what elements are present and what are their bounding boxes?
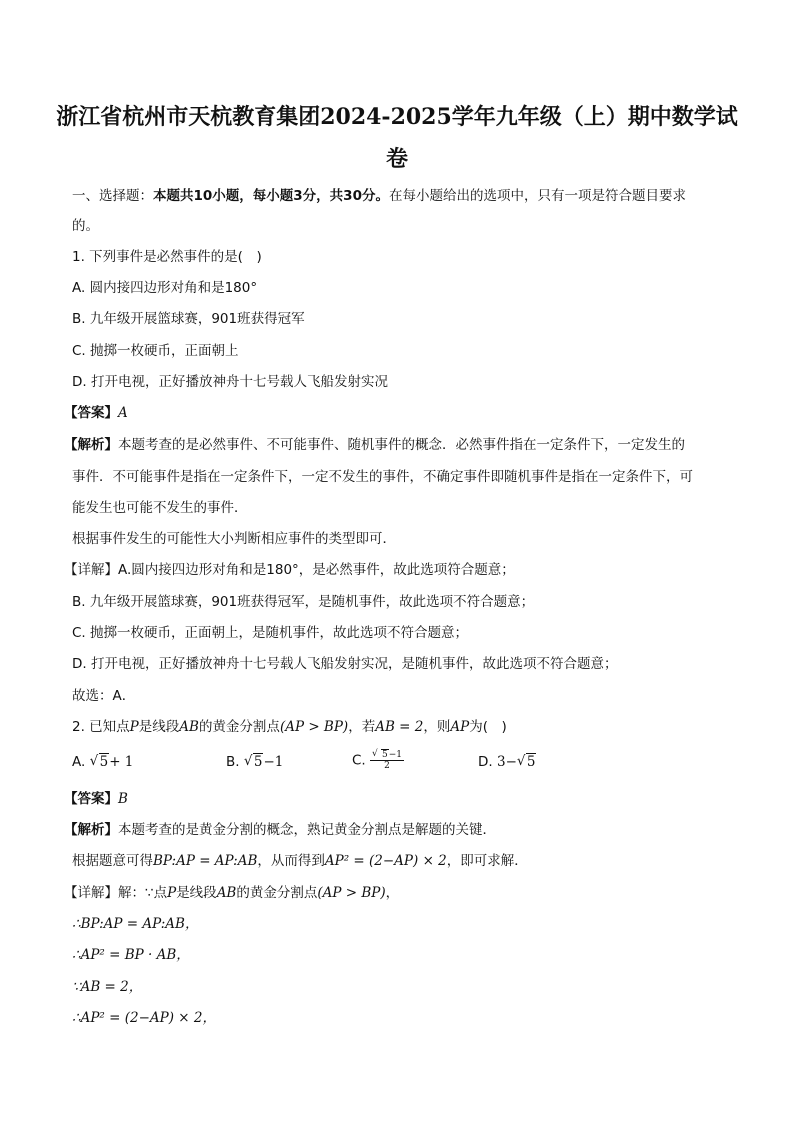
q2-detail-label: 【详解】 <box>64 885 118 901</box>
q2-option-c-label: C. <box>352 752 366 769</box>
q2-stem-equation: AB = 2 <box>375 719 424 735</box>
q2-analysis-text: 根据题意可得 <box>72 853 153 869</box>
q2-step-1: ∴BP:AP = AP:AB， <box>72 916 199 932</box>
document-title-line-2: 卷 <box>385 146 408 172</box>
q2-stem-text: 是线段 <box>138 719 180 735</box>
q1-detail-c: C. 抛掷一枚硬币，正面朝上，是随机事件，故此选项不符合题意； <box>72 625 469 641</box>
q2-detail-var: AB <box>216 885 237 901</box>
q2-analysis-formula: BP:AP = AP:AB <box>153 853 258 869</box>
q2-detail-text: 是线段 <box>176 885 217 901</box>
q1-option-d: D. 打开电视，正好播放神舟十七号载人飞船发射实况 <box>72 374 388 390</box>
q1-detail-label: 【详解】 <box>64 562 118 578</box>
q1-analysis-line-2: 事件．不可能事件是指在一定条件下，一定不发生的事件，不确定事件即随机事件是指在一定条件下，可 <box>72 469 693 485</box>
section-instructions-bold: 本题共10小题，每小题3分，共30分。 <box>153 188 389 204</box>
q2-option-b-radicand: 5 <box>253 754 263 770</box>
q2-analysis-line-1 <box>64 820 496 840</box>
q2-detail-text: ， <box>385 885 400 901</box>
q2-stem-text: ，则 <box>423 719 451 735</box>
fraction-denominator: 2 <box>384 761 390 771</box>
q2-step-2: ∴AP² = BP · AB， <box>72 947 190 963</box>
q1-conclusion: 故选：A． <box>72 688 136 704</box>
q2-analysis-text: ，即可求解． <box>446 853 528 869</box>
section-instructions: 在每小题给出的选项中，只有一项是符合题目要求 <box>388 188 686 204</box>
q1-option-c: C. 抛掷一枚硬币，正面朝上 <box>72 343 239 359</box>
q2-detail-text: 解：∵点 <box>118 885 168 901</box>
q2-option-d-label: D. <box>478 754 493 770</box>
q2-detail-text: 的黄金分割点 <box>236 885 318 901</box>
q2-option-d-prefix: 3− <box>496 754 517 770</box>
q2-detail-var: P <box>167 885 177 901</box>
q1-analysis-line-4: 根据事件发生的可能性大小判断相应事件的类型即可． <box>72 531 396 547</box>
sqrt-symbol <box>372 750 389 760</box>
q2-option-b-rest: −1 <box>263 754 284 770</box>
q2-option-a <box>72 752 133 772</box>
q2-analysis-label: 【解析】 <box>64 822 118 838</box>
document-title-line-1: 浙江省杭州市天杭教育集团2024-2025学年九年级（上）期中数学试 <box>56 104 738 130</box>
q2-answer-value: B <box>118 791 128 807</box>
q2-option-b <box>226 752 283 772</box>
q2-analysis-line-2 <box>72 851 528 871</box>
q2-detail-line-1 <box>64 883 399 903</box>
q1-detail-d: D. 打开电视，正好播放神舟十七号载人飞船发射实况，是随机事件，故此选项不符合题意； <box>72 656 618 672</box>
fraction-numerator <box>370 750 404 761</box>
q1-analysis-text-1: 本题考查的是必然事件、不可能事件、随机事件的概念．必然事件指在一定条件下，一定发生的 <box>118 437 685 453</box>
q2-stem-var-ab: AB <box>179 719 199 735</box>
q1-option-b: B. 九年级开展篮球赛，901班获得冠军 <box>72 311 305 327</box>
q2-option-c-num-rest: −1 <box>388 750 403 760</box>
q1-option-a: A. 圆内接四边形对角和是180° <box>72 280 258 296</box>
q2-analysis-text-1: 本题考查的是黄金分割的概念，熟记黄金分割点是解题的关键． <box>118 822 496 838</box>
q1-stem: 1. 下列事件是必然事件的是( ) <box>72 249 262 265</box>
q2-option-a-rest: + 1 <box>109 754 134 770</box>
q2-analysis-text: ，从而得到 <box>257 853 325 869</box>
q2-stem-text: 为( ) <box>469 719 507 735</box>
q1-answer <box>64 403 128 423</box>
q2-option-d-radicand: 5 <box>526 754 536 770</box>
section-heading <box>72 186 686 206</box>
sqrt-symbol <box>517 752 537 772</box>
q2-answer-label: 【答案】 <box>64 791 118 807</box>
q1-answer-label: 【答案】 <box>64 405 118 421</box>
q2-option-a-label: A. <box>72 754 86 770</box>
q1-analysis-line-3: 能发生也可能不发生的事件． <box>72 500 248 516</box>
q1-detail-b: B. 九年级开展篮球赛，901班获得冠军，是随机事件，故此选项不符合题意； <box>72 594 535 610</box>
q2-option-c <box>352 750 404 771</box>
q1-analysis-line-1 <box>64 435 685 455</box>
q1-detail-a <box>64 560 515 580</box>
q2-option-b-label: B. <box>226 754 240 770</box>
q2-stem-text: 2. 已知点 <box>72 719 130 735</box>
q2-step-3: ∵AB = 2， <box>72 979 143 995</box>
q2-option-c-radicand: 5 <box>382 750 388 760</box>
section-number: 一、选择题： <box>72 188 153 204</box>
q1-analysis-label: 【解析】 <box>64 437 118 453</box>
q2-stem-text: 的黄金分割点 <box>198 719 280 735</box>
q2-answer <box>64 789 128 809</box>
q2-option-a-radicand: 5 <box>99 754 109 770</box>
sqrt-symbol <box>90 752 110 772</box>
q1-answer-value: A <box>118 405 128 421</box>
q2-stem-var-p: P <box>129 719 139 735</box>
q2-analysis-formula: AP² = (2−AP) × 2 <box>324 853 447 869</box>
section-heading-cont: 的。 <box>72 218 99 234</box>
q2-stem-var-ap: AP <box>450 719 470 735</box>
q2-detail-condition: (AP > BP) <box>317 885 386 901</box>
q1-detail-a-text: A.圆内接四边形对角和是180°，是必然事件，故此选项符合题意； <box>118 562 515 578</box>
q2-step-4: ∴AP² = (2−AP) × 2， <box>72 1010 216 1026</box>
sqrt-symbol <box>244 752 264 772</box>
q2-stem-text: ，若 <box>348 719 376 735</box>
q2-option-c-fraction <box>370 750 404 771</box>
q2-option-d <box>478 752 536 772</box>
q2-stem <box>72 717 507 737</box>
q2-stem-condition: (AP > BP) <box>279 719 349 735</box>
